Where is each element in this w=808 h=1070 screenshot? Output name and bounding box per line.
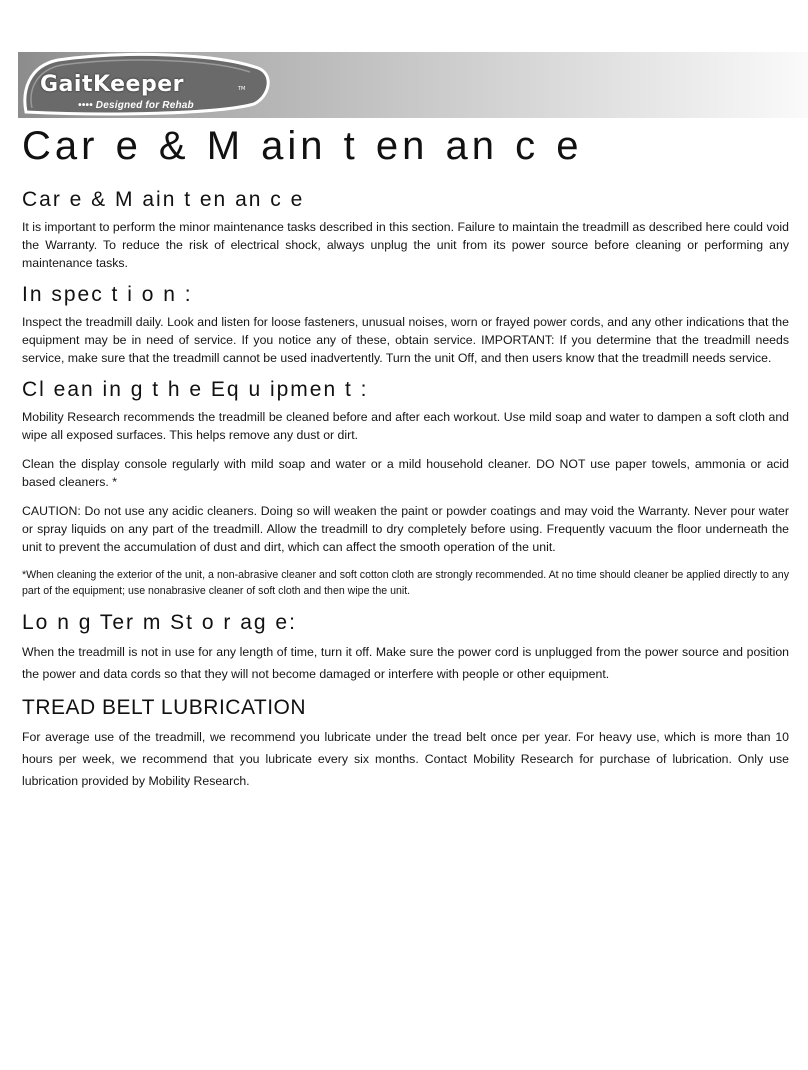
section-heading-cleaning: Cl ean in g t h e Eq u ipmen t :	[22, 378, 369, 401]
paragraph-lubrication: For average use of the treadmill, we recommend you lubricate under the tread belt once per year. For heavy use, which is more than 10 hours per week, we recommend that you lubricate every six months. Contact Mobility Research for purchase of lubrication. Only use lubrication provided by Mobility Research.	[22, 730, 789, 788]
section-heading-storage: Lo n g Ter m St o r ag e:	[22, 611, 297, 634]
header-banner	[18, 52, 808, 118]
logo-tagline: •••• Designed for Rehab	[78, 100, 194, 111]
gaitkeeper-logo	[18, 52, 278, 118]
section-lubrication	[22, 696, 789, 792]
section-heading-care: Car e & M ain t en an c e	[22, 188, 305, 211]
paragraph-cleaning-2: Clean the display console regularly with mild soap and water or a mild household cleaner. DO NOT use paper towels, ammonia or acid based cleaners. *	[22, 457, 789, 489]
paragraph-cleaning-1: Mobility Research recommends the treadmill be cleaned before and after each workout. Use mild soap and water to dampen a soft cloth and wipe all exposed surfaces. This helps remove any dust or dirt.	[22, 410, 789, 442]
section-storage	[22, 611, 789, 685]
section-heading-lubrication: TREAD BELT LUBRICATION	[22, 696, 307, 719]
paragraph-storage: When the treadmill is not in use for any length of time, turn it off. Make sure the power cord is unplugged from the power source and position the power and data cords so that they will not become damaged or interfere with people or other equipment.	[22, 645, 789, 681]
document-body	[22, 188, 789, 803]
paragraph-cleaning-caution: CAUTION: Do not use any acidic cleaners. Doing so will weaken the paint or powder coatings and may void the Warranty. Never pour water or spray liquids on any part of the treadmill. Allow the treadmill to dry completely before using. Frequently vacuum the floor underneath the unit to prevent the accumulation of dust and dirt, which can affect the smooth operation of the unit.	[22, 504, 789, 554]
paragraph-cleaning-footnote: *When cleaning the exterior of the unit, a non-abrasive cleaner and soft cotton cloth are strongly recommended. At no time should cleaner be applied directly to any part of the equipment; use nonabrasive cleaner of soft cloth and then wipe the unit.	[22, 569, 789, 597]
section-inspection	[22, 283, 789, 367]
section-cleaning	[22, 378, 789, 599]
paragraph-care-intro: It is important to perform the minor maintenance tasks described in this section. Failure to maintain the treadmill as described here could void the Warranty. To reduce the risk of electrical shock, always unplug the unit from its power source before cleaning or performing any maintenance tasks.	[22, 220, 789, 270]
section-heading-inspection: In spec t i o n :	[22, 283, 193, 306]
page-title: Car e & M ain t en an c e	[22, 124, 583, 168]
paragraph-inspection: Inspect the treadmill daily. Look and listen for loose fasteners, unusual noises, worn or frayed power cords, and any other indications that the equipment may be in need of service. If you notice any of these, obtain service. IMPORTANT: If you determine that the treadmill needs service, make sure that the treadmill cannot be used inadvertently. Turn the unit Off, and then users know that the treadmill needs service.	[22, 315, 789, 365]
logo-name: GaitKeeper	[40, 72, 184, 97]
logo-trademark: TM	[238, 86, 246, 92]
section-care	[22, 188, 789, 272]
